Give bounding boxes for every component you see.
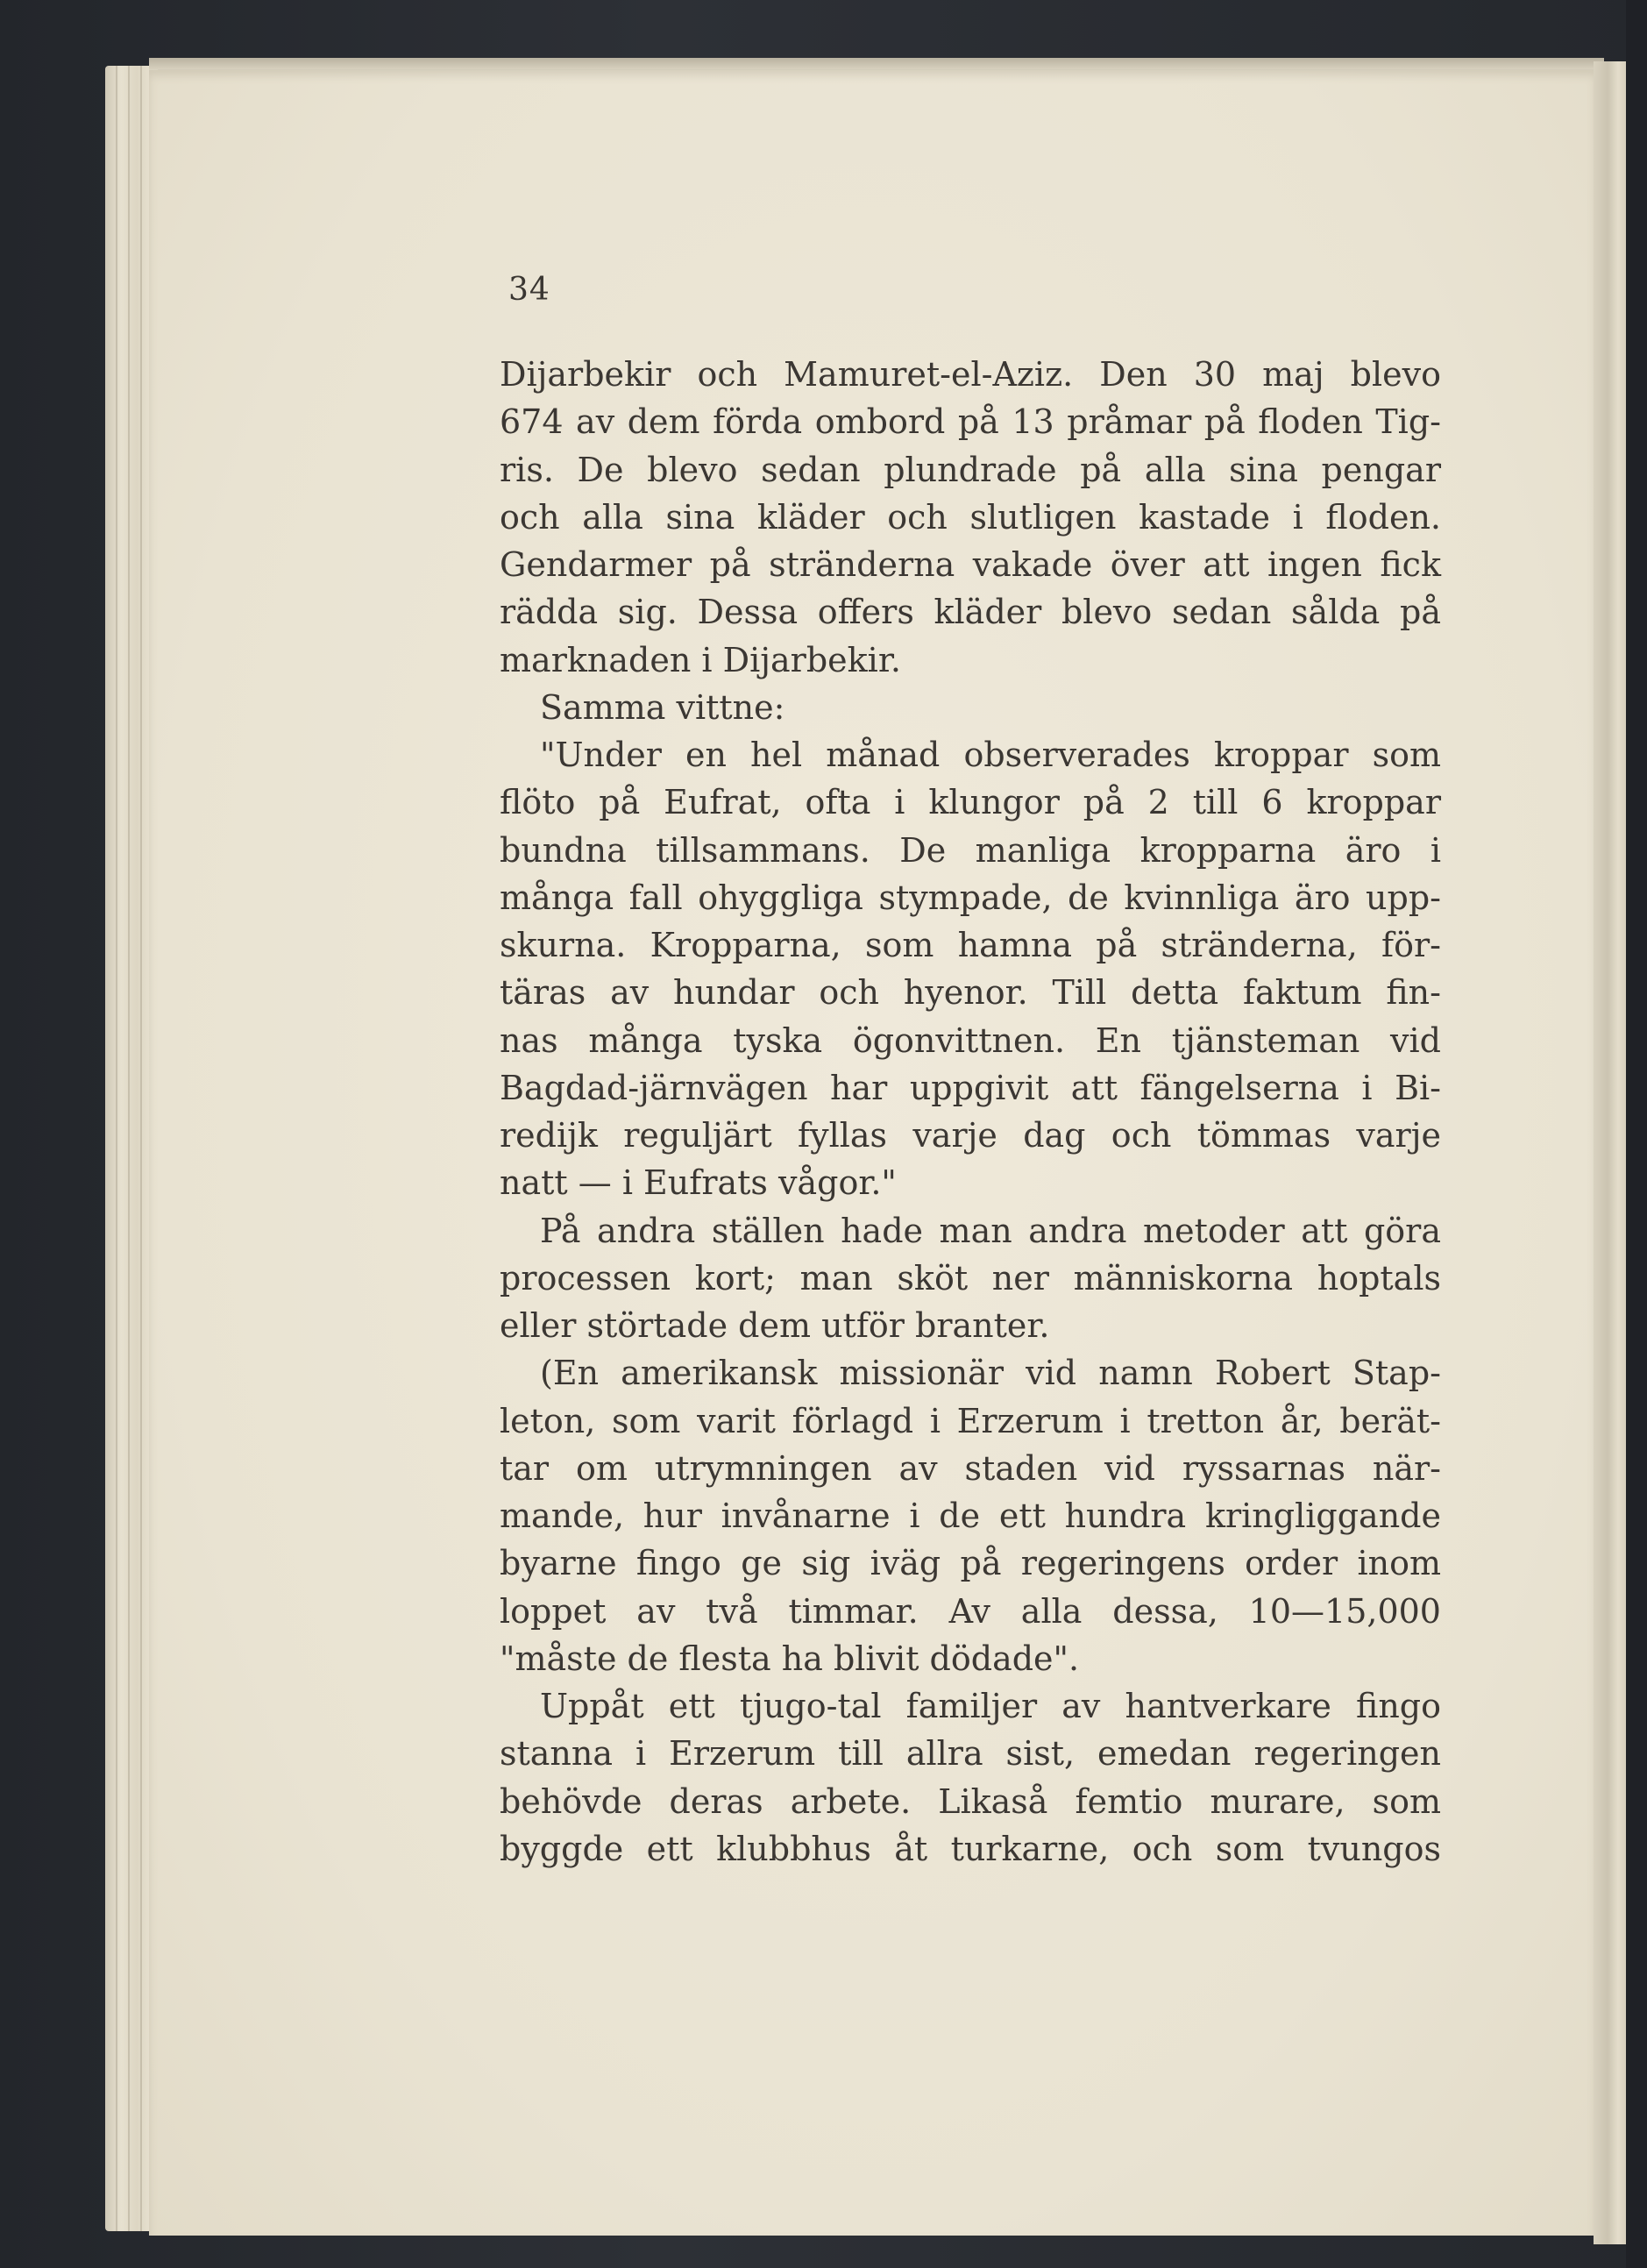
text-line: täras av hundar och hyenor. Till detta faktum fin- xyxy=(500,973,1441,1013)
text-line: Dijarbekir och Mamuret-el-Aziz. Den 30 maj blevo xyxy=(500,355,1441,394)
text-line: På andra ställen hade man andra metoder att göra xyxy=(540,1211,1441,1250)
text-line: flöto på Eufrat, ofta i klungor på 2 till 6 kroppar xyxy=(500,783,1441,822)
text-line: Gendarmer på stränderna vakade över att ingen fick xyxy=(500,545,1441,584)
text-line: leton, som varit förlagd i Erzerum i tretton år, berät- xyxy=(500,1401,1441,1440)
text-line: processen kort; man sköt ner människorna hoptals xyxy=(500,1258,1441,1298)
text-line: (En amerikansk missionär vid namn Robert Stap- xyxy=(540,1354,1441,1393)
text-line: "Under en hel månad observerades kroppar som xyxy=(540,736,1441,774)
text-line: bundna tillsammans. De manliga kropparna äro i xyxy=(500,830,1441,870)
text-line: redijk reguljärt fyllas varje dag och tömmas varje xyxy=(500,1116,1441,1155)
body-text xyxy=(500,351,1441,1873)
text-line: tar om utrymningen av staden vid ryssarnas när- xyxy=(500,1448,1441,1488)
text-line: nas många tyska ögonvittnen. En tjänsteman vid xyxy=(500,1020,1441,1060)
text-line: rädda sig. Dessa offers kläder blevo sedan sålda på xyxy=(500,593,1441,632)
page-edge-line xyxy=(128,66,130,2231)
text-line: mande, hur invånarne i de ett hundra kringliggande xyxy=(500,1497,1441,1535)
text-line: 674 av dem förda ombord på 13 pråmar på floden Tig- xyxy=(500,402,1441,442)
text-line: och alla sina kläder och slutligen kastade i floden. xyxy=(500,497,1441,537)
text-line: stanna i Erzerum till allra sist, emedan regeringen xyxy=(500,1734,1441,1774)
page-number: 34 xyxy=(508,272,550,308)
page-edge-line xyxy=(140,66,142,2231)
text-line: natt — i Eufrats vågor." xyxy=(500,1163,897,1203)
text-line: marknaden i Dijarbekir. xyxy=(500,640,901,679)
book-spine-edge xyxy=(1594,61,1629,2244)
text-line: skurna. Kropparna, som hamna på stränderna, för- xyxy=(500,926,1441,964)
text-line: ris. De blevo sedan plundrade på alla sina pengar xyxy=(500,450,1441,489)
text-line: många fall ohyggliga stympade, de kvinnliga äro upp- xyxy=(500,878,1441,917)
text-line: Samma vittne: xyxy=(540,687,785,727)
page-edge-line xyxy=(116,66,117,2231)
text-line: byggde ett klubbhus åt turkarne, och som tvungos xyxy=(500,1829,1441,1868)
text-line: "måste de flesta ha blivit dödade". xyxy=(500,1639,1080,1678)
text-line: Bagdad-järnvägen har uppgivit att fängelserna i Bi- xyxy=(500,1068,1441,1107)
text-line: eller störtade dem utför branter. xyxy=(500,1306,1050,1345)
right-background-strip xyxy=(1626,0,1647,2268)
text-line: Uppåt ett tjugo-tal familjer av hantverkare fingo xyxy=(540,1687,1441,1725)
text-line: byarne fingo ge sig iväg på regeringens order inom xyxy=(500,1544,1441,1583)
text-line: loppet av två timmar. Av alla dessa, 10—15,000 xyxy=(500,1591,1441,1631)
text-line: behövde deras arbete. Likaså femtio murare, som xyxy=(500,1781,1441,1821)
